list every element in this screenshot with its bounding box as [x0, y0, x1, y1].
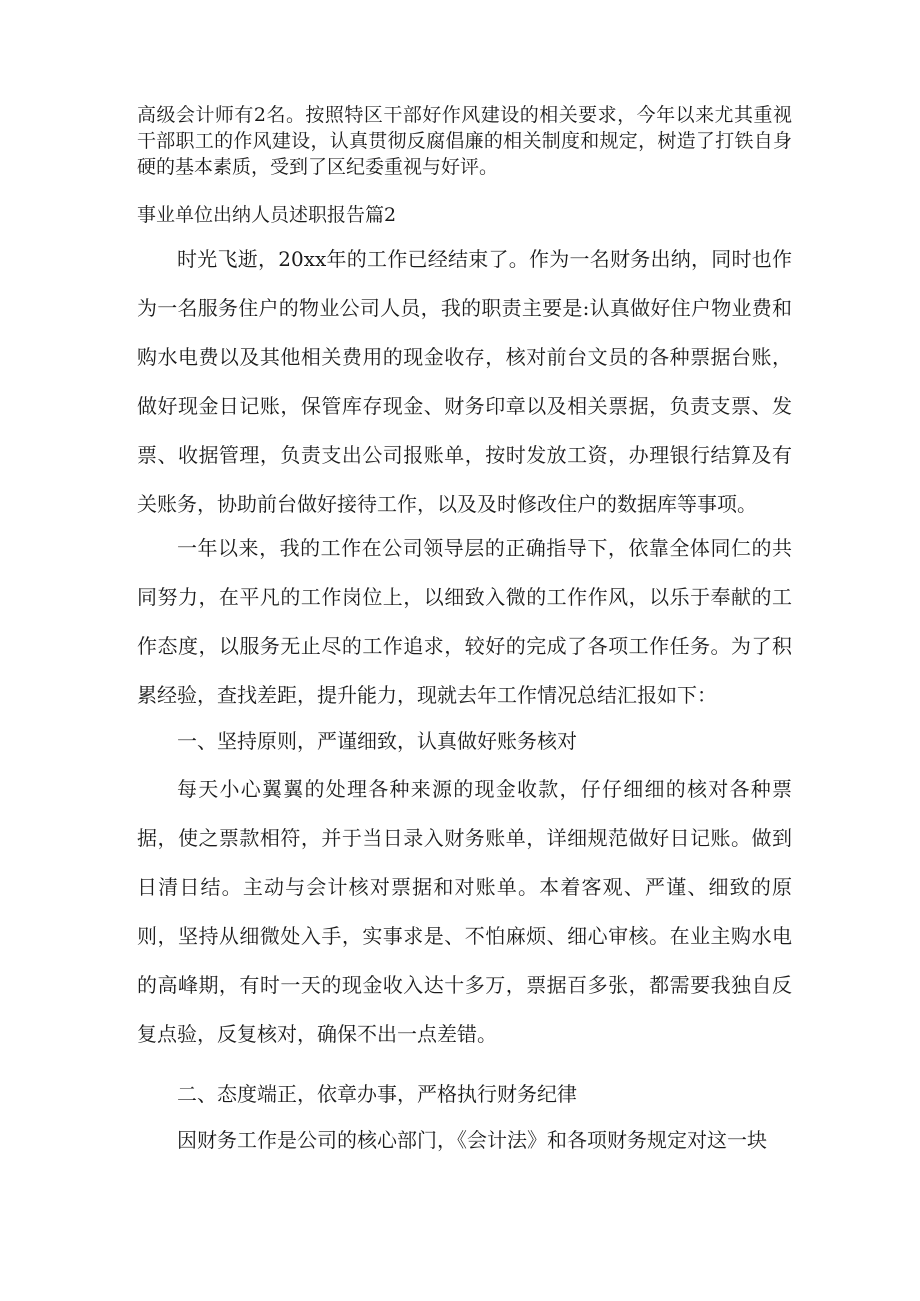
subheading-discipline: 二、态度端正，依章办事，严格执行财务纪律: [177, 1082, 577, 1106]
paragraph-reconciliation: 每天小心翼翼的处理各种来源的现金收款，仔仔细细的核对各种票据，使之票款相符，并于当日录入财务账单，详细规范做好日记账。做到日清日结。主动与会计核对票据和对账单。本着客观、严谨、细致的原则，坚持从细微处入手，实事求是、不怕麻烦、细心审核。在业主购水电的高峰期，有时一天的现金收入达十多万，票据百多张，都需要我独自反复点验，反复核对，确保不出一点差错。: [137, 777, 792, 1046]
paragraph-duties: 时光飞逝，20xx年的工作已经结束了。作为一名财务出纳，同时也作为一名服务住户的物业公司人员，我的职责主要是:认真做好住户物业费和购水电费以及其他相关费用的现金收存，核对前台文员的各种票据台账，做好现金日记账，保管库存现金、财务印章以及相关票据，负责支票、发票、收据管理，负责支出公司报账单，按时发放工资，办理银行结算及有关账务，协助前台做好接待工作，以及及时修改住户的数据库等事项。: [137, 247, 792, 516]
subheading-principles: 一、坚持原则，严谨细致，认真做好账务核对: [177, 729, 577, 753]
paragraph-finance-core: 因财务工作是公司的核心部门，《会计法》和各项财务规定对这一块: [177, 1128, 767, 1152]
section-title: 事业单位出纳人员述职报告篇2: [137, 204, 397, 226]
intro-paragraph: 高级会计师有2名。按照特区干部好作风建设的相关要求，今年以来尤其重视干部职工的作风建设，认真贯彻反腐倡廉的相关制度和规定，树造了打铁自身硬的基本素质，受到了区纪委重视与好评。: [137, 104, 792, 178]
paragraph-summary: 一年以来，我的工作在公司领导层的正确指导下，依靠全体同仁的共同努力，在平凡的工作岗位上，以细致入微的工作作风，以乐于奉献的工作态度，以服务无止尽的工作追求，较好的完成了各项工作任务。为了积累经验，查找差距，提升能力，现就去年工作情况总结汇报如下：: [137, 536, 792, 707]
